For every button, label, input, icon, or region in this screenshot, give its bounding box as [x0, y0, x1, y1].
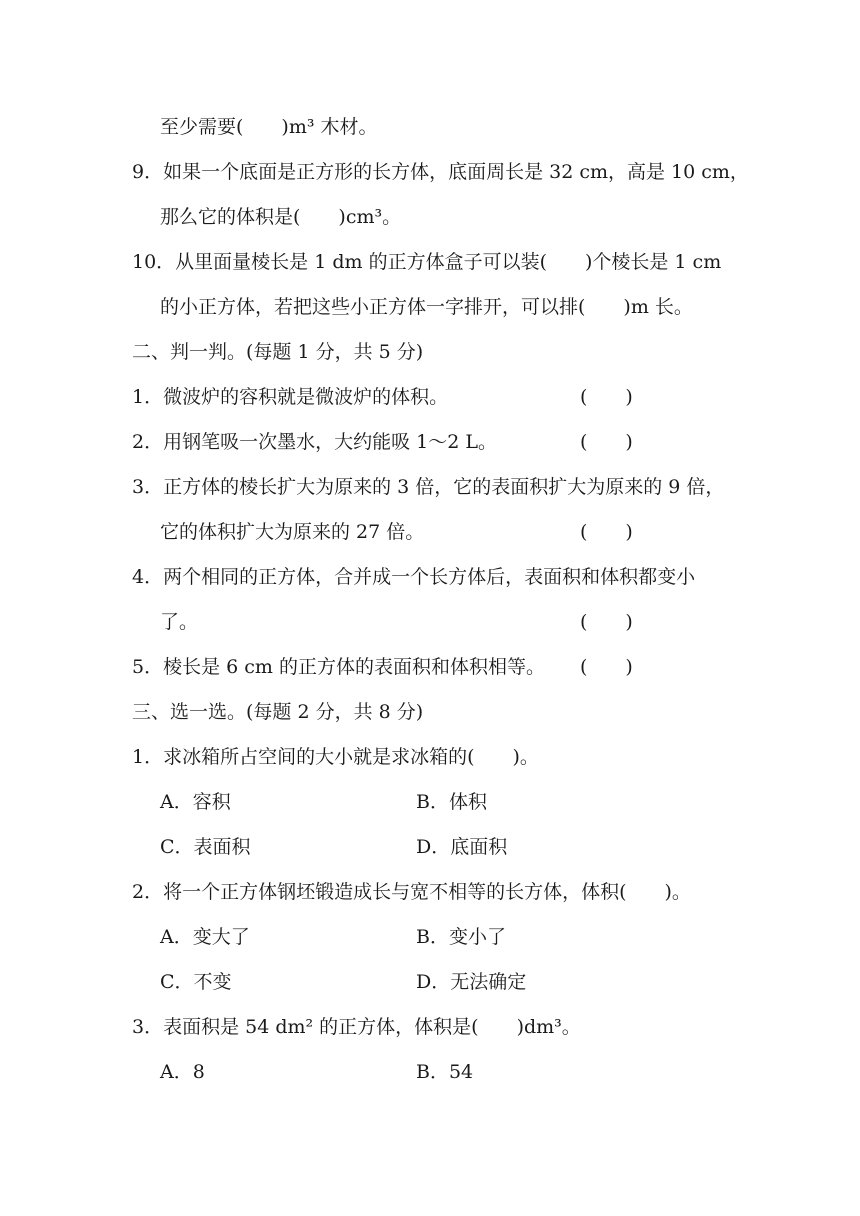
q3-option-a[interactable]: A．8 [160, 1061, 205, 1083]
q3-option-b[interactable]: B．54 [416, 1061, 474, 1083]
question-9-line-2: 那么它的体积是( )cm³。 [160, 206, 402, 228]
answer-blank-2[interactable]: ( ) [580, 431, 633, 453]
answer-blank-1[interactable]: ( ) [580, 386, 633, 408]
q1-option-d[interactable]: D．底面积 [416, 836, 508, 858]
q2-option-b[interactable]: B．变小了 [416, 926, 506, 948]
question-9-line-1: 9．如果一个底面是正方形的长方体，底面周长是 32 cm，高是 10 cm， [132, 161, 749, 183]
judge-question-3-line-1: 3．正方体的棱长扩大为原来的 3 倍，它的表面积扩大为原来的 9 倍， [132, 476, 725, 498]
judge-question-3-line-2: 它的体积扩大为原来的 27 倍。 [160, 521, 425, 543]
q1-option-b[interactable]: B．体积 [416, 791, 487, 813]
q1-option-a[interactable]: A．容积 [160, 791, 231, 813]
q2-option-d[interactable]: D．无法确定 [416, 971, 527, 993]
question-10-line-1: 10．从里面量棱长是 1 dm 的正方体盒子可以装( )个棱长是 1 cm [132, 251, 722, 273]
q2-option-c[interactable]: C．不变 [160, 971, 232, 993]
answer-blank-5[interactable]: ( ) [580, 656, 633, 678]
choice-question-2: 2．将一个正方体钢坯锻造成长与宽不相等的长方体，体积( )。 [132, 881, 691, 903]
judge-question-4-line-2: 了。 [160, 611, 199, 633]
section-3-heading: 三、选一选。(每题 2 分，共 8 分) [132, 701, 424, 723]
choice-question-1: 1．求冰箱所占空间的大小就是求冰箱的( )。 [132, 746, 539, 768]
q2-option-a[interactable]: A．变大了 [160, 926, 250, 948]
question-10-line-2: 的小正方体，若把这些小正方体一字排开，可以排( )m 长。 [160, 296, 693, 318]
section-2-heading: 二、判一判。(每题 1 分，共 5 分) [132, 341, 424, 363]
judge-question-5: 5．棱长是 6 cm 的正方体的表面积和体积相等。 [132, 656, 545, 678]
choice-question-3: 3．表面积是 54 dm² 的正方体，体积是( )dm³。 [132, 1016, 581, 1038]
answer-blank-3[interactable]: ( ) [580, 521, 633, 543]
judge-question-4-line-1: 4．两个相同的正方体，合并成一个长方体后，表面积和体积都变小 [132, 566, 696, 588]
prev-question-continuation: 至少需要( )m³ 木材。 [160, 116, 378, 138]
judge-question-1: 1．微波炉的容积就是微波炉的体积。 [132, 386, 449, 408]
judge-question-2: 2．用钢笔吸一次墨水，大约能吸 1～2 L。 [132, 431, 497, 453]
q1-option-c[interactable]: C．表面积 [160, 836, 251, 858]
answer-blank-4[interactable]: ( ) [580, 611, 633, 633]
